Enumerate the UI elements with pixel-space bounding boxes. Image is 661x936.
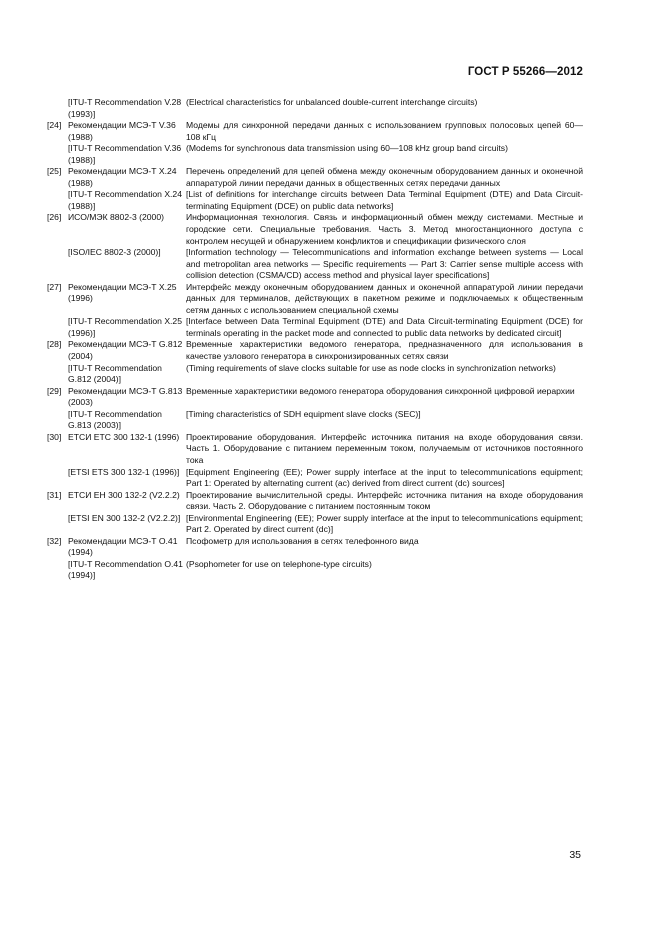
reference-number (47, 143, 68, 166)
reference-number (47, 247, 68, 282)
reference-number (47, 189, 68, 212)
reference-source: ЕТСИ ЕТС 300 132-1 (1996) (68, 431, 180, 442)
reference-source: [ETSI EN 300 132-2 (V2.2.2)] (68, 512, 181, 523)
reference-source: [ITU-T Recommendation V.36 (1988)] (68, 143, 182, 165)
reference-title: [Environmental Engineering (EE); Power supply interface at the input to telecommunications equipment; Part 2. Operated by direct current (dc)] (186, 512, 583, 535)
reference-row (47, 513, 583, 536)
reference-number: [28] (47, 339, 62, 350)
reference-title: Интерфейс между оконечным оборудованием данных и оконечной аппаратурой линии передачи данных для терминалов, действующих в пакетном режиме и подключаемых к общественным сетям данных с использованием специальной схемы (186, 281, 583, 315)
reference-source: ЕТСИ ЕН 300 132-2 (V2.2.2) (68, 489, 180, 500)
reference-row (47, 490, 583, 513)
reference-number: [29] (47, 385, 62, 396)
bibliography-list (47, 97, 583, 582)
reference-number (47, 467, 68, 490)
reference-title: Временные характеристики ведомого генератора, предназначенного для использования в качестве узлового генератора в синхронизированных сетях связи (186, 339, 583, 362)
reference-title: (Psophometer for use on telephone-type circuits) (186, 558, 372, 569)
reference-number: [24] (47, 120, 62, 131)
reference-source: ИСО/МЭК 8802-3 (2000) (68, 212, 164, 223)
reference-row (47, 97, 583, 120)
reference-number (47, 316, 68, 339)
reference-row (47, 166, 583, 189)
reference-title: Проектирование оборудования. Интерфейс источника питания на входе оборудования связи. Часть 1. Оборудование с питанием переменным током, получаемым от источников постоянного тока (186, 431, 583, 465)
reference-number (47, 97, 68, 120)
reference-row (47, 559, 583, 582)
reference-title: [Equipment Engineering (EE); Power supply interface at the input to telecommunications equipment; Part 1: Operated by alternating current (ac) derived from direct current (dc) sources] (186, 466, 583, 489)
reference-row (47, 247, 583, 282)
reference-title: Модемы для синхронной передачи данных с использованием групповых полосовых цепей 60—108 кГц (186, 120, 583, 142)
reference-source: [ITU-T Recommendation G.812 (2004)] (68, 362, 162, 385)
reference-number: [27] (47, 281, 62, 292)
reference-source: Рекомендации МСЭ-Т X.25 (1996) (68, 281, 177, 304)
reference-title: Псофометр для использования в сетях телефонного вида (186, 535, 419, 546)
reference-number (47, 409, 68, 432)
reference-row (47, 536, 583, 559)
reference-number: [31] (47, 489, 62, 500)
reference-number (47, 363, 68, 386)
reference-title: (Modems for synchronous data transmission using 60—108 kHz group band circuits) (186, 143, 508, 154)
reference-source: Рекомендации МСЭ-Т V.36 (1988) (68, 120, 176, 142)
reference-source: [ITU-T Recommendation X.24 (1988)] (68, 189, 182, 211)
reference-title: [Information technology — Telecommunications and information exchange between systems — Local and metropolitan area networks — Specific requirements — Part 3: Carrier sense multiple access with collision detection (CSMA/CD) access method and physical layer specifications] (186, 247, 583, 281)
reference-row (47, 189, 583, 212)
reference-source: Рекомендации МСЭ-Т G.813 (2003) (68, 385, 183, 408)
reference-source: [ITU-T Recommendation G.813 (2003)] (68, 408, 162, 431)
reference-title: [Interface between Data Terminal Equipment (DTE) and Data Circuit-terminating Equipment (DCE) for terminals operating in the packet mode and connected to public data networks by dedicated circuit] (186, 316, 583, 338)
reference-title: (Electrical characteristics for unbalanced double-current interchange circuits) (186, 97, 478, 107)
reference-number (47, 559, 68, 582)
reference-number: [32] (47, 535, 62, 546)
reference-row (47, 363, 583, 386)
reference-number: [26] (47, 212, 62, 223)
reference-row (47, 409, 583, 432)
reference-title: Информационная технология. Связь и информационный обмен между системами. Местные и городские сети. Специальные требования. Часть 3. Метод многостанционного доступа с контролем несущей и обнаружением конфликтов и спецификации физического слоя (186, 212, 583, 246)
reference-source: [ISO/IEC 8802-3 (2000)] (68, 247, 161, 258)
page-number: 35 (569, 849, 581, 861)
reference-title: [Timing characteristics of SDH equipment slave clocks (SEC)] (186, 408, 421, 419)
reference-row (47, 316, 583, 339)
reference-title: [List of definitions for interchange circuits between Data Terminal Equipment (DTE) and Data Circuit-terminating Equipment (DCE) on public data networks] (186, 189, 583, 211)
reference-title: Перечень определений для цепей обмена между оконечным оборудованием данных и оконечной аппаратурой линии передачи данных в общественных сетях передачи данных (186, 166, 583, 188)
reference-title: Временные характеристики ведомого генератора оборудования синхронной цифровой иерархии (186, 385, 575, 396)
reference-source: [ITU-T Recommendation V.28 (1993)] (68, 97, 182, 119)
reference-number (47, 513, 68, 536)
reference-row (47, 212, 583, 247)
reference-source: Рекомендации МСЭ-Т O.41 (1994) (68, 535, 178, 558)
reference-row (47, 143, 583, 166)
reference-row (47, 282, 583, 317)
reference-source: [ETSI ETS 300 132-1 (1996)] (68, 466, 180, 477)
reference-row (47, 120, 583, 143)
reference-row (47, 467, 583, 490)
reference-title: (Timing requirements of slave clocks suitable for use as node clocks in synchronization networks) (186, 362, 556, 373)
reference-title: Проектирование вычислительной среды. Интерфейс источника питания на входе оборудования связи. Часть 2. Оборудование с питанием постоянным током (186, 489, 583, 512)
document-number: ГОСТ Р 55266—2012 (467, 66, 583, 78)
reference-row (47, 339, 583, 362)
reference-row (47, 432, 583, 467)
reference-row (47, 386, 583, 409)
reference-number: [30] (47, 431, 62, 442)
reference-source: Рекомендации МСЭ-Т G.812 (2004) (68, 339, 183, 362)
reference-number: [25] (47, 166, 62, 177)
reference-source: [ITU-T Recommendation O.41 (1994)] (68, 558, 183, 581)
reference-source: Рекомендации МСЭ-Т X.24 (1988) (68, 166, 177, 188)
reference-source: [ITU-T Recommendation X.25 (1996)] (68, 316, 182, 338)
